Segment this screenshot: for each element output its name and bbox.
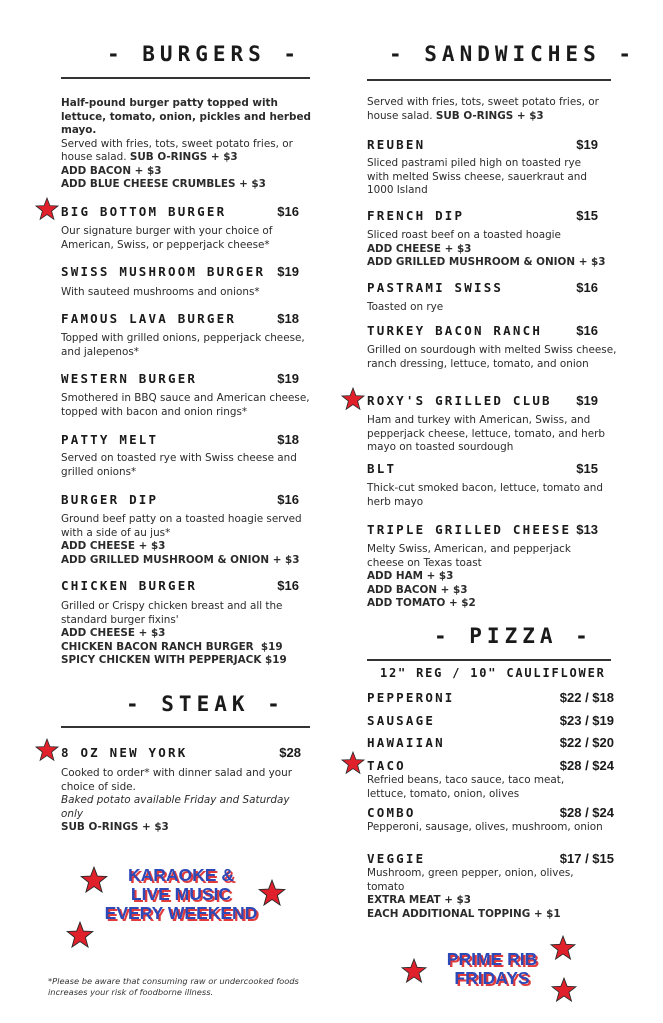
item-description: Sliced pastrami piled high on toasted rye with melted Swiss cheese, sauerkraut and 1000 Island <box>367 157 587 196</box>
burgers-intro-lead: Half-pound burger patty topped with lettuce, tomato, onion, pickles and herbed mayo. <box>61 97 311 136</box>
karaoke-promo: KARAOKE & LIVE MUSIC EVERY WEEKEND <box>104 865 258 923</box>
item-price: $19 <box>576 393 598 408</box>
item-name: BIG BOTTOM BURGER <box>61 204 227 219</box>
item-price: $16 <box>277 492 299 507</box>
item-price: $19 <box>277 264 299 279</box>
burgers-intro <box>61 97 311 192</box>
menu-item-hawaiian <box>367 735 614 750</box>
item-price: $16 <box>277 204 299 219</box>
item-name: PEPPERONI <box>367 690 455 705</box>
item-name: FAMOUS LAVA BURGER <box>61 311 237 326</box>
item-description: Ground beef patty on a toasted hoagie served with a side of au jus* ADD CHEESE + $3 ADD GRILLED MUSHROOM & ONION + $3 <box>61 513 302 566</box>
item-name: SAUSAGE <box>367 713 436 728</box>
item-name: BLT <box>367 461 397 476</box>
item-price: $23 / $19 <box>559 713 614 728</box>
menu-item-pepperoni <box>367 690 614 705</box>
item-name: BURGER DIP <box>61 492 159 507</box>
item-addon: CHICKEN BACON RANCH BURGER $19 <box>61 640 283 653</box>
item-price: $15 <box>576 208 598 223</box>
item-addon: EACH ADDITIONAL TOPPING + $1 <box>367 907 561 920</box>
menu-item-veggie <box>367 851 614 866</box>
burgers-divider <box>61 77 310 79</box>
item-addon: ADD CHEESE + $3 <box>61 627 166 639</box>
item-name: VEGGIE <box>367 851 426 866</box>
menu-item-taco <box>367 758 614 773</box>
steak-divider <box>61 726 310 728</box>
burgers-addon: ADD BACON + $3 <box>61 164 162 177</box>
menu-item-sausage <box>367 713 614 728</box>
item-price: $16 <box>576 280 598 295</box>
menu-item-western-burger <box>61 371 299 386</box>
item-addon: ADD CHEESE + $3 <box>61 540 166 552</box>
star-icon <box>341 751 365 775</box>
item-price: $19 <box>277 371 299 386</box>
item-addon: SUB O-RINGS + $3 <box>61 821 169 833</box>
steak-title: - STEAK - <box>126 692 285 716</box>
menu-item-reuben <box>367 137 598 152</box>
foodborne-disclaimer: *Please be aware that consuming raw or undercooked foods increases your risk of foodborne illness. <box>48 976 299 997</box>
star-icon <box>35 738 59 762</box>
item-addon: SPICY CHICKEN WITH PEPPERJACK $19 <box>61 654 287 666</box>
item-description: Smothered in BBQ sauce and American cheese, topped with bacon and onion rings* <box>61 392 310 418</box>
item-description: Cooked to order* with dinner salad and your choice of side. Baked potato available Friday and Saturday only SUB O-RINGS + $3 <box>61 767 292 833</box>
item-description: Refried beans, taco sauce, taco meat, lettuce, tomato, onion, olives <box>367 774 565 800</box>
sandwiches-addon: SUB O-RINGS + $3 <box>435 109 544 122</box>
item-note: Baked potato available Friday and Saturday only <box>61 794 290 820</box>
menu-item-combo <box>367 805 614 820</box>
item-addon: ADD TOMATO + $2 <box>367 597 476 609</box>
pizza-divider <box>367 659 611 661</box>
item-price: $22 / $20 <box>559 735 614 750</box>
item-name: PASTRAMI SWISS <box>367 280 504 295</box>
item-addon: ADD CHEESE + $3 <box>367 242 472 255</box>
item-name: WESTERN BURGER <box>61 371 198 386</box>
menu-item-roxys-grilled-club <box>367 393 598 408</box>
menu-item-8-oz-new-york <box>61 745 301 760</box>
item-name: HAWAIIAN <box>367 735 445 750</box>
item-price: $19 <box>576 137 598 152</box>
item-price: $28 <box>279 745 301 760</box>
item-name: TRIPLE GRILLED CHEESE <box>367 522 572 537</box>
pizza-title: - PIZZA - <box>434 624 593 648</box>
sandwiches-divider <box>367 79 611 81</box>
item-description: Melty Swiss, American, and pepperjack cheese on Texas toast ADD HAM + $3 ADD BACON + $3 ADD TOMATO + $2 <box>367 543 571 609</box>
item-price: $28 / $24 <box>559 758 614 773</box>
star-icon <box>341 387 365 411</box>
item-price: $22 / $18 <box>559 690 614 705</box>
item-name: ROXY'S GRILLED CLUB <box>367 393 552 408</box>
burgers-intro-text: Served with fries, tots, sweet potato fries, or house salad. SUB O-RINGS + $3 <box>61 137 293 163</box>
item-name: REUBEN <box>367 137 426 152</box>
item-name: PATTY MELT <box>61 432 159 447</box>
item-price: $17 / $15 <box>559 851 614 866</box>
item-name: COMBO <box>367 805 416 820</box>
menu-item-turkey-bacon-ranch <box>367 323 598 338</box>
item-price: $16 <box>277 578 299 593</box>
sandwiches-intro: Served with fries, tots, sweet potato fries, or house salad. SUB O-RINGS + $3 <box>367 96 599 122</box>
burgers-title: - BURGERS - <box>107 42 302 66</box>
item-price: $13 <box>576 522 598 537</box>
item-name: TACO <box>367 758 406 773</box>
item-description: Sliced roast beef on a toasted hoagie ADD CHEESE + $3 ADD GRILLED MUSHROOM & ONION + $3 <box>367 229 606 268</box>
menu-item-french-dip <box>367 208 598 223</box>
menu-item-burger-dip <box>61 492 299 507</box>
menu-item-big-bottom-burger <box>61 204 299 219</box>
item-name: 8 OZ NEW YORK <box>61 745 188 760</box>
item-addon: ADD GRILLED MUSHROOM & ONION + $3 <box>367 256 606 268</box>
item-description: Thick-cut smoked bacon, lettuce, tomato and herb mayo <box>367 482 603 508</box>
menu-item-patty-melt <box>61 432 299 447</box>
item-addon: ADD BACON + $3 <box>367 583 468 596</box>
item-price: $28 / $24 <box>559 805 614 820</box>
item-description: Toasted on rye <box>367 301 444 313</box>
item-name: TURKEY BACON RANCH <box>367 323 543 338</box>
item-description: With sauteed mushrooms and onions* <box>61 286 260 298</box>
item-price: $18 <box>277 432 299 447</box>
item-description: Topped with grilled onions, pepperjack cheese, and jalepenos* <box>61 332 305 358</box>
item-addon: ADD HAM + $3 <box>367 570 454 582</box>
item-description: Grilled or Crispy chicken breast and all the standard burger fixins' ADD CHEESE + $3 CHICKEN BACON RANCH BURGER $19 SPICY CHICKEN WITH PEPPERJACK $19 <box>61 600 287 666</box>
item-description: Our signature burger with your choice of American, Swiss, or pepperjack cheese* <box>61 225 273 251</box>
item-description: Pepperoni, sausage, olives, mushroom, onion <box>367 821 603 833</box>
menu-item-blt <box>367 461 598 476</box>
star-icon <box>66 921 94 949</box>
menu-item-chicken-burger <box>61 578 299 593</box>
sandwiches-title: - SANDWICHES - <box>389 42 637 66</box>
item-description: Ham and turkey with American, Swiss, and pepperjack cheese, lettuce, tomato, and herb mayo on toasted sourdough <box>367 414 606 453</box>
item-price: $16 <box>576 323 598 338</box>
menu-item-famous-lava-burger <box>61 311 299 326</box>
item-description: Grilled on sourdough with melted Swiss cheese, ranch dressing, lettuce, tomato, and onion <box>367 344 617 370</box>
prime-rib-promo: PRIME RIB FRIDAYS <box>446 949 538 988</box>
menu-item-pastrami-swiss <box>367 280 598 295</box>
item-price: $18 <box>277 311 299 326</box>
item-description: Served on toasted rye with Swiss cheese and grilled onions* <box>61 452 297 478</box>
item-name: FRENCH DIP <box>367 208 465 223</box>
item-price: $15 <box>576 461 598 476</box>
item-addon: ADD GRILLED MUSHROOM & ONION + $3 <box>61 553 300 566</box>
pizza-size-subtitle: 12" REG / 10" CAULIFLOWER <box>380 666 606 680</box>
menu-item-triple-grilled-cheese <box>367 522 598 537</box>
item-name: CHICKEN BURGER <box>61 578 198 593</box>
star-icon <box>35 197 59 221</box>
item-name: SWISS MUSHROOM BURGER <box>61 264 266 279</box>
item-addon: EXTRA MEAT + $3 <box>367 894 472 906</box>
menu-item-swiss-mushroom-burger <box>61 264 299 279</box>
item-description: Mushroom, green pepper, onion, olives, tomato EXTRA MEAT + $3 EACH ADDITIONAL TOPPING + $1 <box>367 867 574 920</box>
burgers-addon: ADD BLUE CHEESE CRUMBLES + $3 <box>61 178 266 190</box>
